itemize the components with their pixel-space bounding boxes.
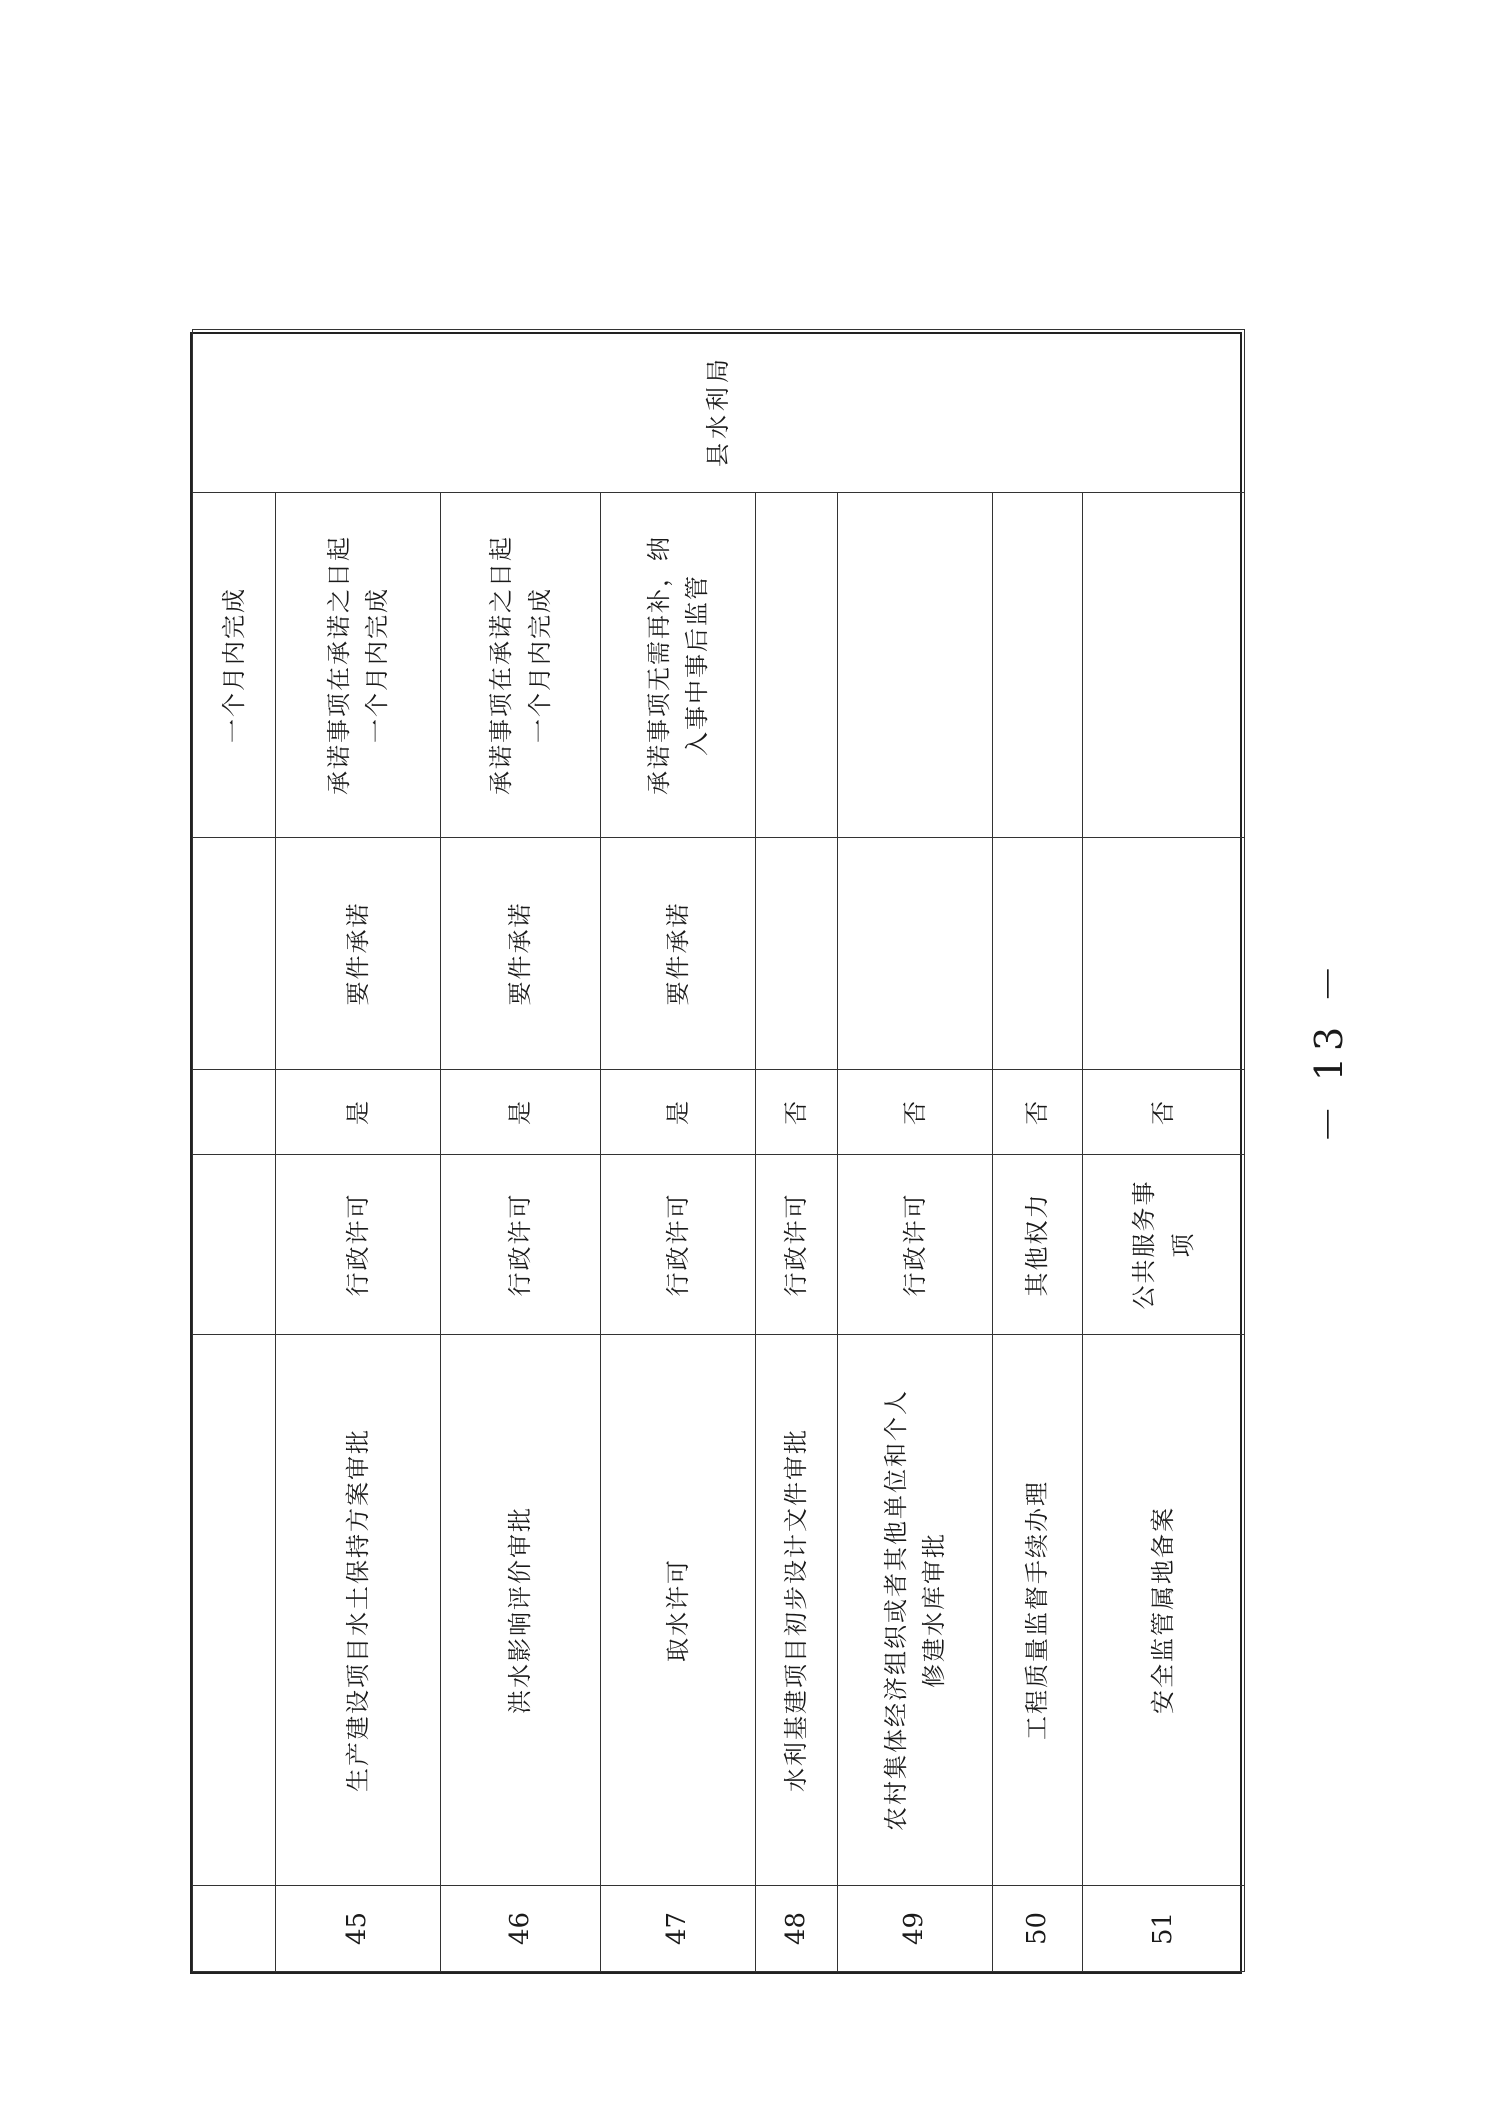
department-name: 县水利局 <box>704 355 733 467</box>
item-type: 行政许可 <box>441 1155 601 1335</box>
item-type: 其他权力 <box>993 1155 1083 1335</box>
mode-cell <box>193 838 276 1070</box>
page-number: － 13 － <box>1307 958 1351 1144</box>
item-flag: 否 <box>756 1070 838 1155</box>
name-cell <box>193 1335 276 1886</box>
item-mode <box>756 838 838 1070</box>
type-cell <box>193 1155 276 1335</box>
item-type: 行政许可 <box>838 1155 993 1335</box>
first-row-note: 一个月内完成 <box>219 587 248 743</box>
item-note <box>993 493 1083 838</box>
table-row <box>838 330 993 1972</box>
flag-cell <box>193 1070 276 1155</box>
item-flag: 是 <box>441 1070 601 1155</box>
table-row <box>756 330 838 1972</box>
item-mode <box>993 838 1083 1070</box>
num-cell <box>193 1886 276 1972</box>
item-mode: 要件承诺 <box>441 838 601 1070</box>
item-name: 农村集体经济组织或者其他单位和个人 修建水库审批 <box>838 1335 993 1886</box>
item-type: 行政许可 <box>276 1155 441 1335</box>
item-note: 承诺事项在承诺之日起 一个月内完成 <box>441 493 601 838</box>
item-name: 工程质量监督手续办理 <box>993 1335 1083 1886</box>
department-cell <box>193 330 1245 493</box>
item-note <box>756 493 838 838</box>
item-name: 安全监管属地备案 <box>1083 1335 1245 1886</box>
row-number: 49 <box>838 1886 993 1972</box>
item-mode: 要件承诺 <box>276 838 441 1070</box>
note-cell <box>193 493 276 838</box>
row-number: 51 <box>1083 1886 1245 1972</box>
item-type: 行政许可 <box>601 1155 756 1335</box>
item-mode <box>1083 838 1245 1070</box>
table-row <box>1083 330 1245 1972</box>
item-name: 生产建设项目水土保持方案审批 <box>276 1335 441 1886</box>
table-row <box>601 330 756 1972</box>
item-note: 承诺事项在承诺之日起 一个月内完成 <box>276 493 441 838</box>
item-flag: 否 <box>1083 1070 1245 1155</box>
item-flag: 否 <box>993 1070 1083 1155</box>
table-row <box>993 330 1083 1972</box>
items-table <box>192 329 1245 1972</box>
item-type: 行政许可 <box>756 1155 838 1335</box>
item-note: 承诺事项无需再补，纳 入事中事后监管 <box>601 493 756 838</box>
item-mode: 要件承诺 <box>601 838 756 1070</box>
items-table-frame <box>190 332 1242 1974</box>
item-name: 洪水影响评价审批 <box>441 1335 601 1886</box>
item-mode <box>838 838 993 1070</box>
item-flag: 否 <box>838 1070 993 1155</box>
row-number: 50 <box>993 1886 1083 1972</box>
table-row <box>441 330 601 1972</box>
row-number: 47 <box>601 1886 756 1972</box>
item-note <box>838 493 993 838</box>
item-note <box>1083 493 1245 838</box>
item-flag: 是 <box>276 1070 441 1155</box>
table-row-continued <box>193 330 276 1972</box>
row-number: 46 <box>441 1886 601 1972</box>
item-type: 公共服务事 项 <box>1083 1155 1245 1335</box>
row-number: 45 <box>276 1886 441 1972</box>
table-row <box>276 330 441 1972</box>
row-number: 48 <box>756 1886 838 1972</box>
item-name: 水利基建项目初步设计文件审批 <box>756 1335 838 1886</box>
item-name: 取水许可 <box>601 1335 756 1886</box>
item-flag: 是 <box>601 1070 756 1155</box>
